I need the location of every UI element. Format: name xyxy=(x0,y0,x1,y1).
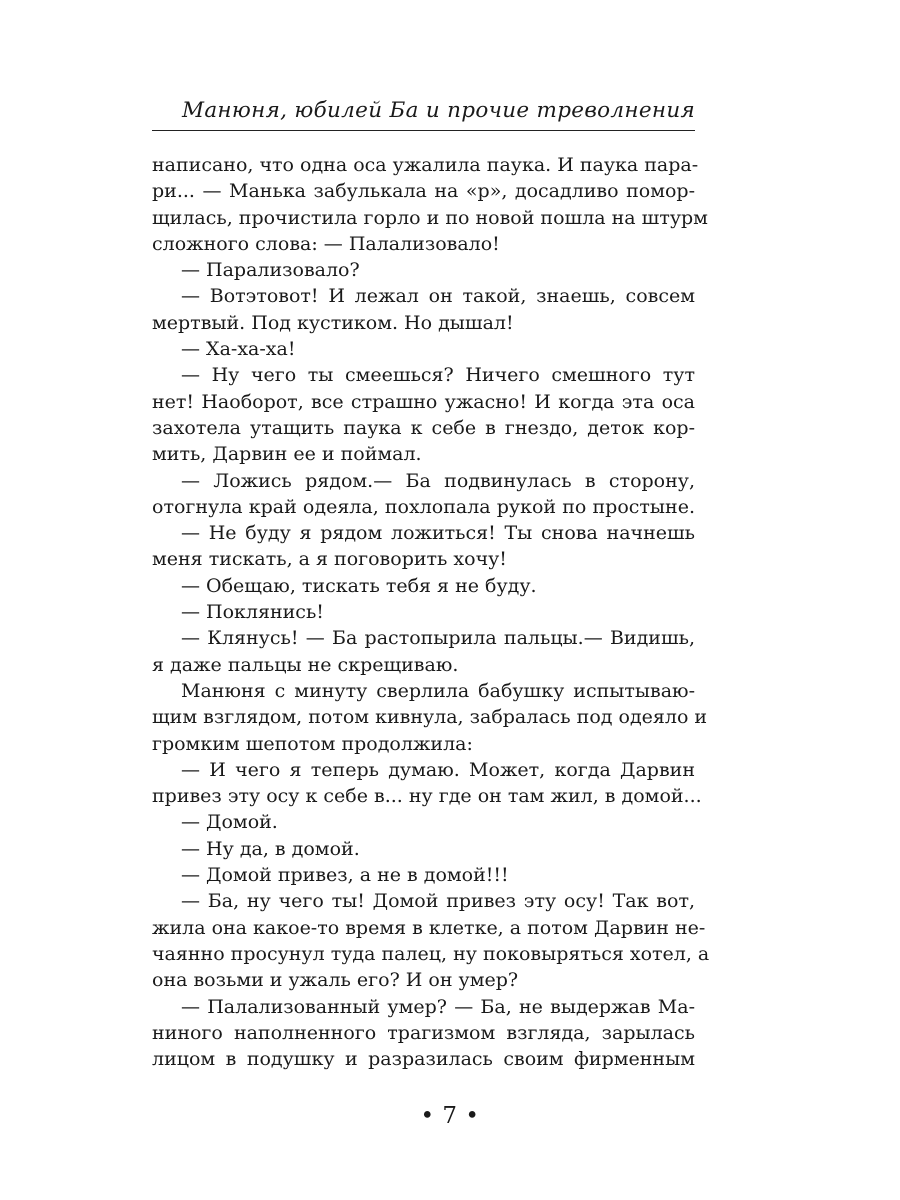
text-line: — Клянусь! — Ба растопырила пальцы.— Видишь, xyxy=(181,627,695,650)
text-line: сложного слова: — Палализовало! xyxy=(152,232,500,255)
text-line: Манюня с минуту сверлила бабушку испытываю- xyxy=(181,679,695,702)
text-line: — Ну чего ты смеешься? Ничего смешного тут xyxy=(181,364,695,387)
text-line: — Домой привез, а не в домой!!! xyxy=(181,864,509,887)
text-line: ниного наполненного трагизмом взгляда, зарылась xyxy=(152,1021,695,1044)
header-rule xyxy=(152,130,695,131)
text-line: — Ха-ха-ха! xyxy=(181,338,296,361)
text-line: — Парализовало? xyxy=(181,259,360,282)
text-line: ри... — Манька забулькала на «р», досадливо помор- xyxy=(152,180,695,203)
page-number: • 7 • xyxy=(420,1103,480,1129)
text-line: громким шепотом продолжила: xyxy=(152,732,473,755)
text-line: щилась, прочистила горло и по новой пошла на штурм xyxy=(152,206,708,229)
text-line: — Ну да, в домой. xyxy=(181,837,360,860)
text-line: жила она какое-то время в клетке, а потом Дарвин не- xyxy=(152,916,706,939)
text-line: — Ложись рядом.— Ба подвинулась в сторону, xyxy=(181,469,695,492)
text-line: — Не буду я рядом ложиться! Ты снова начнешь xyxy=(181,522,695,545)
text-line: я даже пальцы не скрещиваю. xyxy=(152,653,459,676)
text-line: она возьми и ужаль его? И он умер? xyxy=(152,969,519,992)
text-line: — Ба, ну чего ты! Домой привез эту осу! Так вот, xyxy=(181,890,695,913)
text-line: щим взглядом, потом кивнула, забралась под одеяло и xyxy=(152,706,708,729)
text-line: мить, Дарвин ее и поймал. xyxy=(152,443,422,466)
text-line: — И чего я теперь думаю. Может, когда Дарвин xyxy=(181,758,695,781)
text-line: захотела утащить паука к себе в гнездо, деток кор- xyxy=(152,416,695,439)
text-line: написано, что одна оса ужалила паука. И паука пара- xyxy=(152,154,699,176)
text-line: — Палализованный умер? — Ба, не выдержав Ма- xyxy=(181,995,695,1018)
text-line: лицом в подушку и разразилась своим фирменным xyxy=(152,1048,695,1071)
text-line: — Домой. xyxy=(181,811,278,834)
running-head: Манюня, юбилей Ба и прочие треволнения xyxy=(182,98,695,123)
text-line: меня тискать, а я поговорить хочу! xyxy=(152,548,507,571)
text-line: — Поклянись! xyxy=(181,601,324,624)
text-line: отогнула край одеяла, похлопала рукой по простыне. xyxy=(152,495,695,518)
text-line: чаянно просунул туда палец, ну поковыряться хотел, а xyxy=(152,942,710,965)
body-text xyxy=(152,152,710,1072)
text-line: привез эту осу к себе в... ну где он там жил, в домой... xyxy=(152,785,702,808)
text-line: мертвый. Под кустиком. Но дышал! xyxy=(152,311,514,334)
text-line: — Вотэтовот! И лежал он такой, знаешь, совсем xyxy=(181,285,695,308)
text-line: — Обещаю, тискать тебя я не буду. xyxy=(181,574,537,597)
text-line: нет! Наоборот, все страшно ужасно! И когда эта оса xyxy=(152,390,695,413)
